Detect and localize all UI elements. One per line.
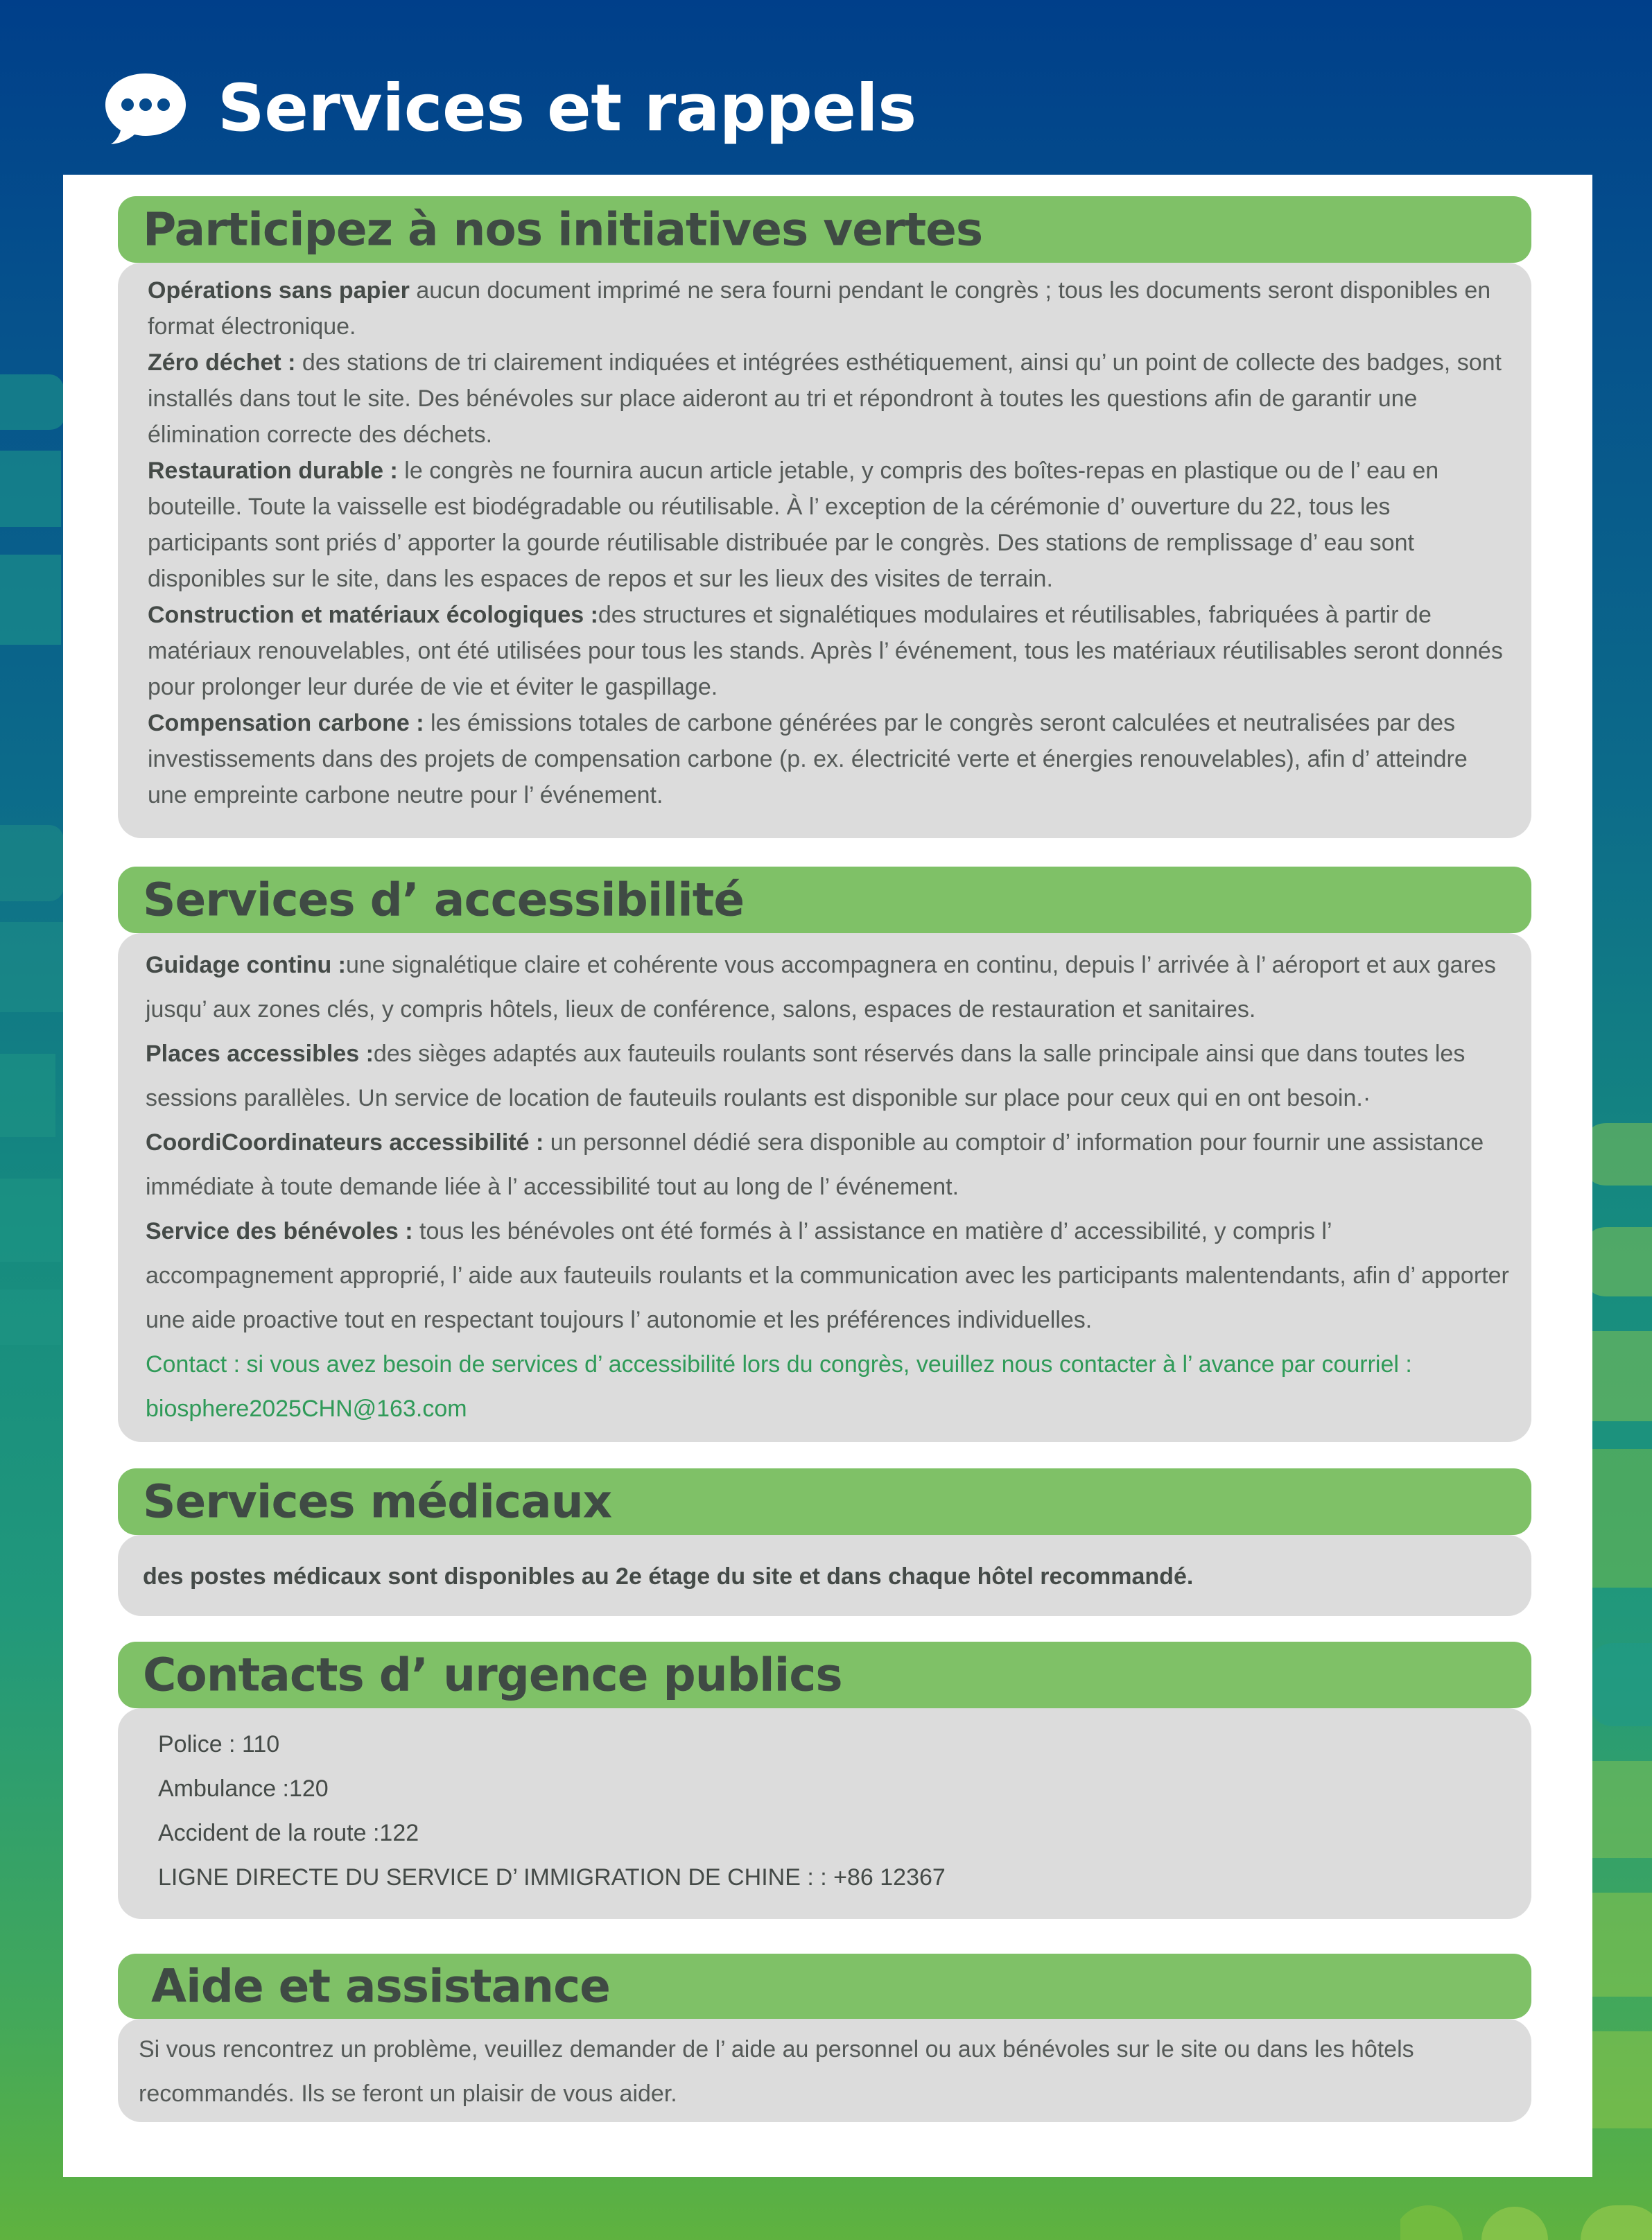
emergency-section bbox=[118, 1642, 1531, 1919]
section-heading-bar bbox=[118, 196, 1531, 263]
green-initiatives-body bbox=[118, 263, 1531, 838]
speech-bubble-icon bbox=[103, 71, 189, 146]
content-panel bbox=[63, 175, 1592, 2177]
accessibility-section bbox=[118, 867, 1531, 1442]
section-heading: Participez à nos initiatives vertes bbox=[143, 202, 983, 257]
green-initiatives-section bbox=[118, 196, 1531, 838]
medical-section bbox=[118, 1468, 1531, 1616]
emergency-body bbox=[118, 1708, 1531, 1919]
bottom-decorative-shapes bbox=[1400, 2171, 1652, 2240]
help-body bbox=[118, 2019, 1531, 2122]
list-item: Opérations sans papier aucun document imprimé ne sera fourni pendant le congrès ; tous les documents seront disponibles en format électronique. bbox=[148, 277, 1491, 340]
section-heading: Aide et assistance bbox=[151, 1959, 610, 2013]
list-item: Restauration durable : le congrès ne fournira aucun article jetable, y compris des boîtes-repas en plastique ou de l’ eau en bouteille. Toute la vaisselle est biodégradable ou réutilisable. À l’ exception de la cérémonie d’ ouverture du 22, tous les participants sont priés d’ apporter la gourde réutilisable distribuée par le congrès. Des stations de remplissage d’ eau sont disponibles sur le site, dans les espaces de repos et sur les lieux des visites de terrain. bbox=[148, 458, 1439, 592]
list-item: Zéro déchet : des stations de tri clairement indiquées et intégrées esthétiquement, ainsi qu’ un point de collecte des badges, sont installés dans tout le site. Des bénévoles sur place aideront au tri et répondront à toutes les questions afin de garantir une élimination correcte des déchets. bbox=[148, 349, 1502, 448]
accessibility-contact: Contact : si vous avez besoin de services d’ accessibilité lors du congrès, veuillez nous contacter à l’ avance par courriel : biosphere2025CHN@163.com bbox=[146, 1351, 1412, 1422]
list-item: Accident de la route :122 bbox=[158, 1820, 419, 1846]
list-item: Guidage continu :une signalétique claire et cohérente vous accompagnera en continu, depuis l’ arrivée à l’ aéroport et aux gares jusqu’ aux zones clés, y compris hôtels, lieux de conférence, salons, espaces de restauration et sanitaires. bbox=[146, 952, 1496, 1023]
right-decorative-shapes bbox=[1586, 1123, 1652, 2205]
section-heading-bar bbox=[118, 1954, 1531, 2019]
list-item: Service des bénévoles : tous les bénévoles ont été formés à l’ assistance en matière d’ accessibilité, y compris l’ accompagnement approprié, l’ aide aux fauteuils roulants et la communication avec les participants malentendants, afin d’ apporter une aide proactive tout en respectant toujours l’ autonomie et les préférences individuelles. bbox=[146, 1218, 1509, 1333]
medical-body bbox=[118, 1535, 1531, 1616]
help-text: Si vous rencontrez un problème, veuillez demander de l’ aide au personnel ou aux bénévoles sur le site ou dans les hôtels recommandés. Ils se feront un plaisir de vous aider. bbox=[139, 2036, 1414, 2107]
list-item: Compensation carbone : les émissions totales de carbone générées par le congrès seront calculées et neutralisées par des investissements dans des projets de compensation carbone (p. ex. électricité verte et énergies renouvelables), afin d’ atteindre une empreinte carbone neutre pour l’ événement. bbox=[148, 710, 1468, 808]
list-item: Construction et matériaux écologiques :des structures et signalétiques modulaires et réutilisables, fabriquées à partir de matériaux renouvelables, ont été utilisées pour tous les stands. Après l’ événement, tous les matériaux réutilisables seront donnés pour prolonger leur durée de vie et éviter le gaspillage. bbox=[148, 602, 1503, 700]
section-heading: Services d’ accessibilité bbox=[143, 873, 745, 927]
list-item: LIGNE DIRECTE DU SERVICE D’ IMMIGRATION DE CHINE : : +86 12367 bbox=[158, 1864, 946, 1891]
page-header bbox=[103, 67, 916, 150]
list-item: Places accessibles :des sièges adaptés aux fauteuils roulants sont réservés dans la salle principale ainsi que dans toutes les sessions parallèles. Un service de location de fauteuils roulants est disponible sur place pour ceux qui en ont besoin.· CoordiCoordinateurs accessibilité : un personnel dédié sera disponible au comptoir d’ information pour fournir une assistance immédiate à toute demande liée à l’ accessibilité tout au long de l’ événement. bbox=[146, 1041, 1484, 1200]
left-decorative-shapes bbox=[0, 374, 66, 1359]
page-title: Services et rappels bbox=[218, 70, 916, 146]
section-heading-bar bbox=[118, 867, 1531, 933]
section-heading-bar bbox=[118, 1642, 1531, 1708]
section-heading: Contacts d’ urgence publics bbox=[143, 1648, 842, 1702]
list-item: Police : 110 bbox=[158, 1731, 280, 1757]
list-item: Ambulance :120 bbox=[158, 1775, 329, 1802]
section-heading: Services médicaux bbox=[143, 1475, 612, 1529]
section-heading-bar bbox=[118, 1468, 1531, 1535]
help-section bbox=[118, 1954, 1531, 2122]
accessibility-body bbox=[118, 933, 1531, 1442]
medical-text: des postes médicaux sont disponibles au 2e étage du site et dans chaque hôtel recommandé. bbox=[143, 1563, 1194, 1590]
